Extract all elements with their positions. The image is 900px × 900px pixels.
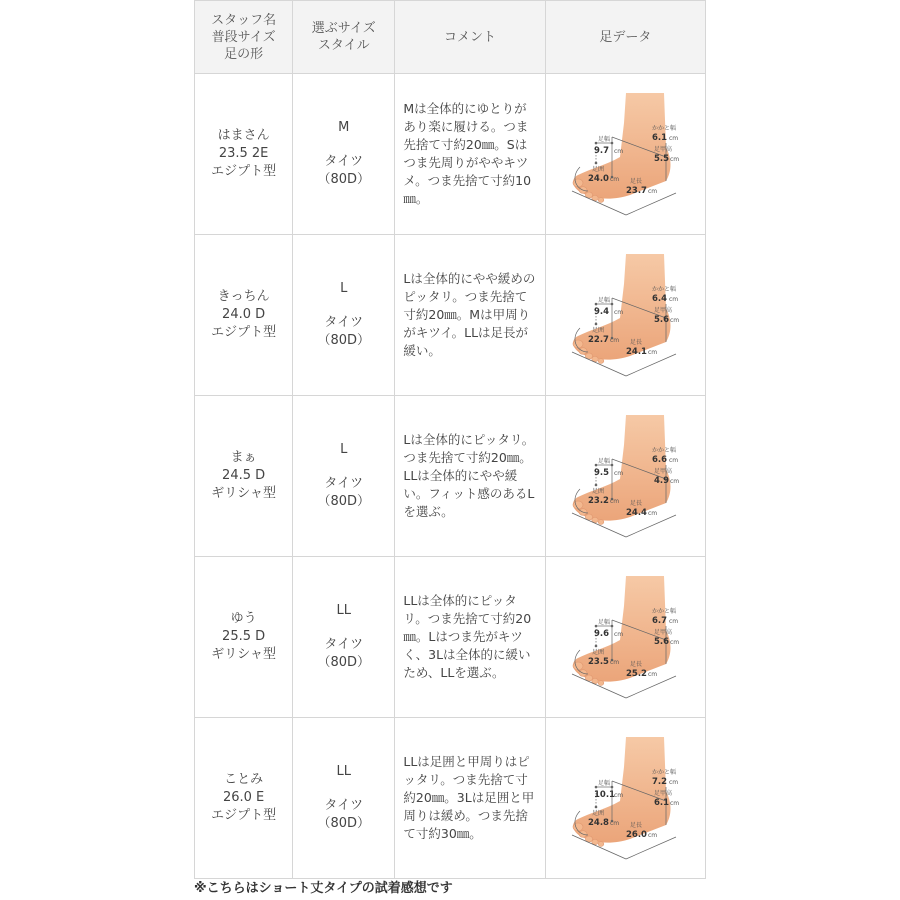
table-row bbox=[195, 396, 706, 557]
width-label: 足幅 bbox=[598, 136, 611, 143]
style-name: タイツ bbox=[324, 637, 364, 652]
usual-size: 24.5 D bbox=[222, 468, 266, 483]
width-value: 9.6 bbox=[594, 629, 610, 639]
heel-value: 7.2 bbox=[652, 777, 668, 787]
size-cell bbox=[293, 396, 395, 557]
width-label: 足幅 bbox=[598, 458, 611, 465]
comment-cell: LLは全体的にピッタリ。つま先捨て寸約20㎜。Lはつま先がキツく、3Lは全体的に緩いため、LLを選ぶ。 bbox=[395, 557, 545, 718]
staff-name: まぁ bbox=[230, 450, 257, 465]
length-label: 足長 bbox=[630, 661, 643, 668]
heel-label: かかと幅 bbox=[652, 286, 677, 293]
style-denier: （80D） bbox=[317, 816, 371, 831]
width-unit: cm bbox=[614, 631, 624, 638]
length-value: 26.0 bbox=[626, 830, 648, 840]
size-cell bbox=[293, 718, 395, 879]
length-label: 足長 bbox=[630, 500, 643, 507]
length-unit: cm bbox=[648, 188, 658, 195]
instep-unit: cm bbox=[670, 317, 680, 324]
chosen-size: LL bbox=[336, 764, 352, 779]
instep-value: 4.9 bbox=[654, 476, 670, 486]
header-row bbox=[195, 1, 706, 74]
foot-data-cell bbox=[545, 718, 705, 879]
heel-value: 6.4 bbox=[652, 294, 668, 304]
instep-value: 6.1 bbox=[654, 798, 670, 808]
length-value: 25.2 bbox=[626, 669, 648, 679]
girth-unit: cm bbox=[610, 820, 620, 827]
width-unit: cm bbox=[614, 792, 624, 799]
header-foot-data: 足データ bbox=[545, 1, 705, 74]
chosen-size: L bbox=[340, 442, 348, 457]
width-unit: cm bbox=[614, 470, 624, 477]
width-value: 9.7 bbox=[594, 146, 610, 156]
style-name: タイツ bbox=[324, 798, 364, 813]
foot-diagram bbox=[566, 731, 684, 865]
girth-label: 足囲 bbox=[592, 327, 605, 334]
instep-unit: cm bbox=[670, 156, 680, 163]
chosen-size: L bbox=[340, 281, 348, 296]
header-size-line: スタイル bbox=[317, 38, 370, 53]
heel-label: かかと幅 bbox=[652, 125, 677, 132]
size-cell bbox=[293, 235, 395, 396]
size-review-table bbox=[194, 0, 706, 879]
chosen-size: M bbox=[338, 120, 350, 135]
comment-cell: LLは足囲と甲周りはピッタリ。つま先捨て寸約20㎜。3Lは足囲と甲周りは緩め。つま先捨て寸約30㎜。 bbox=[395, 718, 545, 879]
heel-label: かかと幅 bbox=[652, 447, 677, 454]
instep-unit: cm bbox=[670, 800, 680, 807]
size-cell bbox=[293, 557, 395, 718]
foot-shape: エジプト型 bbox=[211, 164, 277, 179]
heel-unit: cm bbox=[669, 457, 679, 464]
header-staff-line: 普段サイズ bbox=[211, 29, 276, 45]
girth-label: 足囲 bbox=[592, 810, 605, 817]
girth-unit: cm bbox=[610, 498, 620, 505]
heel-value: 6.7 bbox=[652, 616, 668, 626]
staff-cell bbox=[195, 235, 293, 396]
length-value: 24.1 bbox=[626, 347, 648, 357]
instep-label: 足甲高 bbox=[654, 146, 673, 153]
heel-unit: cm bbox=[669, 618, 679, 625]
length-label: 足長 bbox=[630, 339, 643, 346]
girth-label: 足囲 bbox=[592, 166, 605, 173]
header-staff-line: スタッフ名 bbox=[211, 12, 277, 28]
instep-value: 5.6 bbox=[654, 315, 670, 325]
foot-data-cell bbox=[545, 235, 705, 396]
instep-label: 足甲高 bbox=[654, 790, 673, 797]
foot-diagram bbox=[566, 570, 684, 704]
staff-cell bbox=[195, 557, 293, 718]
staff-name: ゆう bbox=[230, 611, 257, 626]
girth-value: 23.5 bbox=[588, 657, 610, 667]
table-row bbox=[195, 74, 706, 235]
staff-name: きっちん bbox=[217, 289, 270, 304]
length-value: 23.7 bbox=[626, 186, 648, 196]
comment-cell: Mは全体的にゆとりがあり楽に履ける。つま先捨て寸約20㎜。Sはつま先周りがややキツメ。つま先捨て寸約10㎜。 bbox=[395, 74, 545, 235]
staff-name: ことみ bbox=[224, 772, 264, 787]
length-unit: cm bbox=[648, 510, 658, 517]
staff-cell bbox=[195, 396, 293, 557]
style-denier: （80D） bbox=[317, 494, 371, 509]
width-unit: cm bbox=[614, 148, 624, 155]
style-name: タイツ bbox=[324, 154, 364, 169]
length-label: 足長 bbox=[630, 178, 643, 185]
comment-cell: Lは全体的にやや緩めのピッタリ。つま先捨て寸約20㎜。Mは甲周りがキツイ。LLは足長が緩い。 bbox=[395, 235, 545, 396]
instep-value: 5.5 bbox=[654, 154, 670, 164]
width-value: 10.1 bbox=[594, 790, 616, 800]
width-value: 9.5 bbox=[594, 468, 610, 478]
header-staff-line: 足の形 bbox=[224, 46, 264, 62]
header-size bbox=[293, 1, 395, 74]
foot-shape: エジプト型 bbox=[211, 325, 277, 340]
comment-cell: Lは全体的にピッタリ。つま先捨て寸約20㎜。LLは全体的にやや緩い。フィット感のあるLを選ぶ。 bbox=[395, 396, 545, 557]
header-staff bbox=[195, 1, 293, 74]
table-row bbox=[195, 557, 706, 718]
instep-label: 足甲高 bbox=[654, 629, 673, 636]
instep-label: 足甲高 bbox=[654, 468, 673, 475]
table-row bbox=[195, 718, 706, 879]
girth-value: 23.2 bbox=[588, 496, 610, 506]
style-denier: （80D） bbox=[317, 655, 371, 670]
instep-unit: cm bbox=[670, 639, 680, 646]
girth-unit: cm bbox=[610, 176, 620, 183]
foot-data-cell bbox=[545, 396, 705, 557]
heel-unit: cm bbox=[669, 779, 679, 786]
foot-shape: ギリシャ型 bbox=[211, 647, 276, 662]
length-unit: cm bbox=[648, 832, 658, 839]
style-denier: （80D） bbox=[317, 333, 371, 348]
heel-label: かかと幅 bbox=[652, 608, 677, 615]
length-value: 24.4 bbox=[626, 508, 648, 518]
foot-shape: エジプト型 bbox=[211, 808, 277, 823]
heel-value: 6.6 bbox=[652, 455, 668, 465]
style-name: タイツ bbox=[324, 476, 364, 491]
foot-data-cell bbox=[545, 557, 705, 718]
usual-size: 25.5 D bbox=[222, 629, 266, 644]
girth-label: 足囲 bbox=[592, 488, 605, 495]
staff-cell bbox=[195, 718, 293, 879]
width-label: 足幅 bbox=[598, 619, 611, 626]
size-cell bbox=[293, 74, 395, 235]
width-label: 足幅 bbox=[598, 297, 611, 304]
usual-size: 26.0 E bbox=[222, 790, 265, 805]
header-comment: コメント bbox=[395, 1, 545, 74]
usual-size: 24.0 D bbox=[222, 307, 266, 322]
instep-value: 5.6 bbox=[654, 637, 670, 647]
width-label: 足幅 bbox=[598, 780, 611, 787]
style-name: タイツ bbox=[324, 315, 364, 330]
heel-value: 6.1 bbox=[652, 133, 668, 143]
length-unit: cm bbox=[648, 671, 658, 678]
instep-label: 足甲高 bbox=[654, 307, 673, 314]
foot-data-cell bbox=[545, 74, 705, 235]
heel-label: かかと幅 bbox=[652, 769, 677, 776]
staff-cell bbox=[195, 74, 293, 235]
instep-unit: cm bbox=[670, 478, 680, 485]
chosen-size: LL bbox=[336, 603, 352, 618]
header-size-line: 選ぶサイズ bbox=[311, 21, 376, 36]
heel-unit: cm bbox=[669, 135, 679, 142]
foot-diagram bbox=[566, 409, 684, 543]
foot-shape: ギリシャ型 bbox=[211, 486, 276, 501]
width-unit: cm bbox=[614, 309, 624, 316]
girth-unit: cm bbox=[610, 659, 620, 666]
usual-size: 23.5 2E bbox=[218, 146, 269, 161]
width-value: 9.4 bbox=[594, 307, 610, 317]
girth-value: 22.7 bbox=[588, 335, 610, 345]
girth-unit: cm bbox=[610, 337, 620, 344]
girth-value: 24.8 bbox=[588, 818, 610, 828]
footnote: ※こちらはショート丈タイプの試着感想です bbox=[194, 881, 453, 896]
style-denier: （80D） bbox=[317, 172, 371, 187]
length-label: 足長 bbox=[630, 822, 643, 829]
staff-name: はまさん bbox=[217, 128, 270, 143]
length-unit: cm bbox=[648, 349, 658, 356]
girth-value: 24.0 bbox=[588, 174, 610, 184]
girth-label: 足囲 bbox=[592, 649, 605, 656]
heel-unit: cm bbox=[669, 296, 679, 303]
foot-diagram bbox=[566, 248, 684, 382]
table-row bbox=[195, 235, 706, 396]
foot-diagram bbox=[566, 87, 684, 221]
